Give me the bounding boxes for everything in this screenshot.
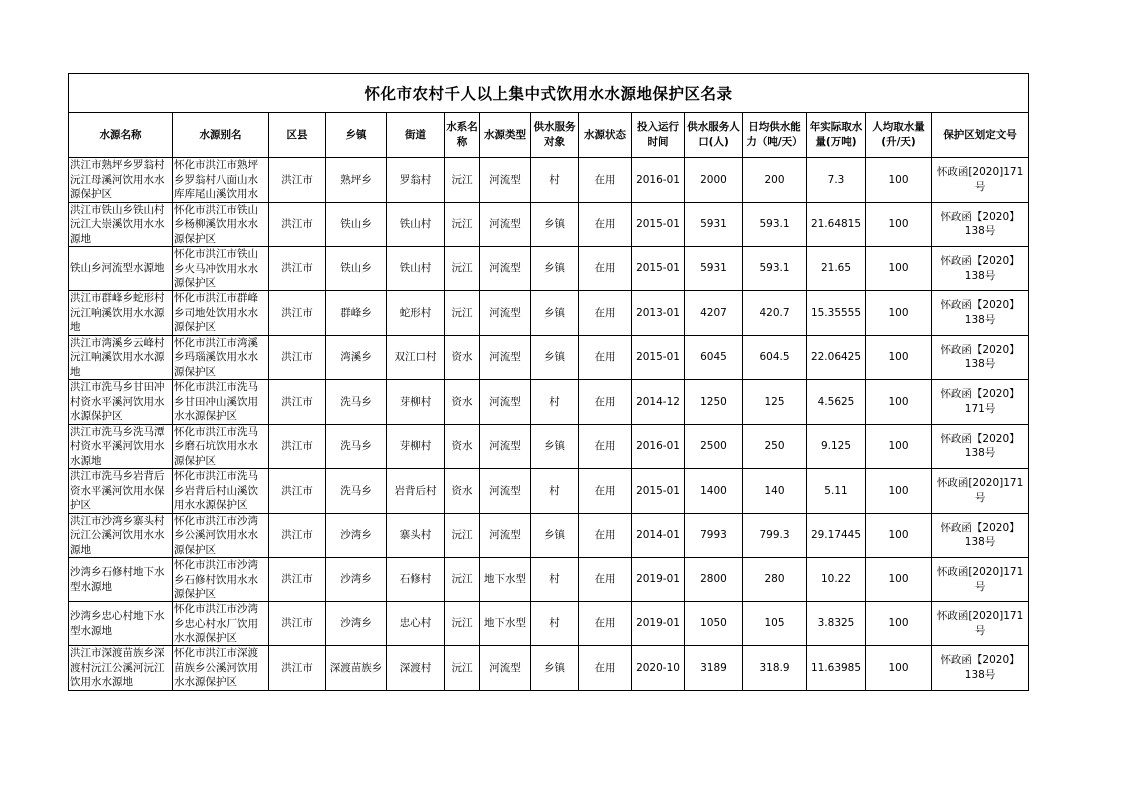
per-capita-intake-cell[interactable]: 100 [866, 424, 932, 469]
per-capita-intake-cell[interactable]: 100 [866, 202, 932, 247]
source-alias-text: 怀化市洪江市洗马乡岩背后村山溪饮用水水源保护区 [174, 470, 258, 511]
table-title: 怀化市农村千人以上集中式饮用水水源地保护区名录 [69, 74, 1029, 113]
township-cell[interactable]: 沙湾乡 [326, 513, 387, 558]
source-alias-text: 怀化市洪江市湾溪乡玛瑙溪饮用水水源保护区 [174, 336, 258, 378]
source-alias-text: 怀化市洪江市铁山乡杨柳溪饮用水水源保护区 [174, 203, 258, 245]
service-population-cell[interactable]: 5931 [685, 202, 743, 247]
street-cell[interactable]: 铁山村 [387, 202, 445, 247]
column-header: 人均取水量(升/天) [866, 113, 932, 158]
source-type-cell[interactable]: 河流型 [480, 291, 531, 336]
column-header: 保护区划定文号 [932, 113, 1029, 158]
source-name-cell[interactable]: 铁山乡河流型水源地 [69, 247, 173, 291]
per-capita-intake-cell[interactable]: 100 [866, 380, 932, 425]
per-capita-intake-cell[interactable]: 100 [866, 646, 932, 691]
street-cell[interactable]: 罗翁村 [387, 158, 445, 203]
source-name-cell[interactable]: 洪江市洗马乡岩背后资水平溪河饮用水保护区 [69, 469, 173, 514]
source-alias-cell[interactable] [173, 469, 269, 514]
start-date-cell[interactable]: 2019-01 [632, 602, 685, 646]
service-target-cell[interactable]: 乡镇 [531, 202, 579, 247]
source-status-cell[interactable]: 在用 [579, 602, 632, 646]
street-cell[interactable]: 芽柳村 [387, 380, 445, 425]
daily-capacity-cell[interactable]: 280 [743, 558, 807, 602]
service-target-cell[interactable]: 乡镇 [531, 247, 579, 291]
table-row [69, 291, 1029, 336]
table-row [69, 335, 1029, 380]
water-system-cell[interactable]: 资水 [445, 380, 480, 425]
document-number-cell[interactable]: 怀政函【2020】138号 [932, 247, 1029, 291]
annual-intake-cell[interactable]: 21.64815 [807, 202, 866, 247]
water-system-cell[interactable]: 沅江 [445, 247, 480, 291]
annual-intake-cell[interactable]: 7.3 [807, 158, 866, 203]
service-target-cell[interactable]: 村 [531, 469, 579, 514]
table-row [69, 158, 1029, 203]
street-cell[interactable]: 寨头村 [387, 513, 445, 558]
annual-intake-cell[interactable]: 22.06425 [807, 335, 866, 380]
document-number-cell[interactable]: 怀政函【2020】138号 [932, 513, 1029, 558]
water-system-cell[interactable]: 沅江 [445, 202, 480, 247]
source-type-cell[interactable]: 河流型 [480, 380, 531, 425]
start-date-cell[interactable]: 2015-01 [632, 247, 685, 291]
county-cell[interactable]: 洪江市 [269, 380, 326, 425]
column-header: 水系名称 [445, 113, 480, 158]
source-alias-cell[interactable] [173, 202, 269, 247]
column-header: 水源名称 [69, 113, 173, 158]
column-header: 年实际取水量(万吨) [807, 113, 866, 158]
document-number-cell[interactable]: 怀政函[2020]171号 [932, 158, 1029, 203]
table-row [69, 469, 1029, 514]
daily-capacity-cell[interactable]: 318.9 [743, 646, 807, 691]
source-status-cell[interactable]: 在用 [579, 513, 632, 558]
table-row [69, 602, 1029, 646]
source-alias-cell[interactable] [173, 424, 269, 469]
source-type-cell[interactable]: 河流型 [480, 202, 531, 247]
source-name-cell[interactable]: 洪江市湾溪乡云峰村沅江响溪饮用水水源地 [69, 335, 173, 380]
daily-capacity-cell[interactable]: 593.1 [743, 247, 807, 291]
source-status-cell[interactable]: 在用 [579, 291, 632, 336]
source-alias-text: 怀化市洪江市沙湾乡忠心村水厂饮用水水源保护区 [174, 603, 258, 644]
source-type-cell[interactable]: 河流型 [480, 247, 531, 291]
water-system-cell[interactable]: 沅江 [445, 602, 480, 646]
street-cell[interactable]: 蛇形村 [387, 291, 445, 336]
source-alias-cell[interactable] [173, 602, 269, 646]
source-name-cell[interactable]: 洪江市沙湾乡寨头村沅江公溪河饮用水水源地 [69, 513, 173, 558]
per-capita-intake-cell[interactable]: 100 [866, 291, 932, 336]
column-header: 投入运行时间 [632, 113, 685, 158]
source-status-cell[interactable]: 在用 [579, 424, 632, 469]
water-system-cell[interactable]: 沅江 [445, 158, 480, 203]
start-date-cell[interactable]: 2019-01 [632, 558, 685, 602]
source-type-cell[interactable]: 河流型 [480, 335, 531, 380]
service-target-cell[interactable]: 村 [531, 158, 579, 203]
township-cell[interactable]: 熟坪乡 [326, 158, 387, 203]
county-cell[interactable]: 洪江市 [269, 424, 326, 469]
column-header: 街道 [387, 113, 445, 158]
service-target-cell[interactable]: 乡镇 [531, 291, 579, 336]
service-population-cell[interactable]: 2000 [685, 158, 743, 203]
column-header: 区县 [269, 113, 326, 158]
service-population-cell[interactable]: 1400 [685, 469, 743, 514]
source-status-cell[interactable]: 在用 [579, 469, 632, 514]
start-date-cell[interactable]: 2016-01 [632, 424, 685, 469]
street-cell[interactable]: 忠心村 [387, 602, 445, 646]
column-header: 供水服务对象 [531, 113, 579, 158]
source-alias-cell[interactable] [173, 558, 269, 602]
source-name-cell[interactable]: 洪江市铁山乡铁山村沅江大崇溪饮用水水源地 [69, 202, 173, 247]
daily-capacity-cell[interactable]: 420.7 [743, 291, 807, 336]
township-cell[interactable]: 洗马乡 [326, 380, 387, 425]
document-number-cell[interactable]: 怀政函[2020]171号 [932, 469, 1029, 514]
source-name-cell[interactable]: 沙湾乡忠心村地下水型水源地 [69, 602, 173, 646]
street-cell[interactable]: 芽柳村 [387, 424, 445, 469]
source-type-cell[interactable]: 河流型 [480, 158, 531, 203]
service-population-cell[interactable]: 4207 [685, 291, 743, 336]
annual-intake-cell[interactable]: 4.5625 [807, 380, 866, 425]
service-population-cell[interactable]: 5931 [685, 247, 743, 291]
water-system-cell[interactable]: 沅江 [445, 291, 480, 336]
table-row [69, 558, 1029, 602]
county-cell[interactable]: 洪江市 [269, 602, 326, 646]
document-number-cell[interactable]: 怀政函[2020]171号 [932, 558, 1029, 602]
column-header: 水源类型 [480, 113, 531, 158]
street-cell[interactable]: 铁山村 [387, 247, 445, 291]
service-population-cell[interactable]: 3189 [685, 646, 743, 691]
daily-capacity-cell[interactable]: 200 [743, 158, 807, 203]
street-cell[interactable]: 石修村 [387, 558, 445, 602]
source-status-cell[interactable]: 在用 [579, 335, 632, 380]
service-target-cell[interactable]: 村 [531, 380, 579, 425]
document-number-cell[interactable]: 怀政函【2020】138号 [932, 202, 1029, 247]
source-name-cell[interactable]: 洪江市熟坪乡罗翁村沅江母溪河饮用水水源保护区 [69, 158, 173, 203]
street-cell[interactable]: 岩背后村 [387, 469, 445, 514]
spreadsheet-sheet [68, 73, 1028, 691]
start-date-cell[interactable]: 2016-01 [632, 158, 685, 203]
source-alias-cell[interactable] [173, 646, 269, 691]
service-target-cell[interactable]: 乡镇 [531, 424, 579, 469]
source-status-cell[interactable]: 在用 [579, 558, 632, 602]
source-status-cell[interactable]: 在用 [579, 202, 632, 247]
start-date-cell[interactable]: 2013-01 [632, 291, 685, 336]
service-population-cell[interactable]: 2800 [685, 558, 743, 602]
service-population-cell[interactable]: 1250 [685, 380, 743, 425]
service-target-cell[interactable]: 乡镇 [531, 335, 579, 380]
street-cell[interactable]: 双江口村 [387, 335, 445, 380]
township-cell[interactable]: 洗马乡 [326, 469, 387, 514]
table-body [69, 74, 1029, 691]
per-capita-intake-cell[interactable]: 100 [866, 247, 932, 291]
source-alias-text: 怀化市洪江市沙湾乡石修村饮用水水源保护区 [174, 559, 258, 600]
document-number-cell[interactable]: 怀政函【2020】138号 [932, 335, 1029, 380]
service-target-cell[interactable]: 乡镇 [531, 646, 579, 691]
start-date-cell[interactable]: 2014-12 [632, 380, 685, 425]
start-date-cell[interactable]: 2015-01 [632, 202, 685, 247]
start-date-cell[interactable]: 2014-01 [632, 513, 685, 558]
street-cell[interactable]: 深渡村 [387, 646, 445, 691]
daily-capacity-cell[interactable]: 125 [743, 380, 807, 425]
township-cell[interactable]: 洗马乡 [326, 424, 387, 469]
annual-intake-cell[interactable]: 15.35555 [807, 291, 866, 336]
daily-capacity-cell[interactable]: 140 [743, 469, 807, 514]
water-system-cell[interactable]: 资水 [445, 469, 480, 514]
daily-capacity-cell[interactable]: 604.5 [743, 335, 807, 380]
source-type-cell[interactable]: 河流型 [480, 646, 531, 691]
source-alias-text: 怀化市洪江市沙湾乡公溪河饮用水水源保护区 [174, 514, 258, 556]
table-row [69, 202, 1029, 247]
township-cell[interactable]: 铁山乡 [326, 202, 387, 247]
water-system-cell[interactable]: 资水 [445, 424, 480, 469]
county-cell[interactable]: 洪江市 [269, 558, 326, 602]
source-type-cell[interactable]: 地下水型 [480, 558, 531, 602]
source-alias-text: 怀化市洪江市群峰乡司地处饮用水水源保护区 [174, 292, 258, 333]
water-system-cell[interactable]: 资水 [445, 335, 480, 380]
township-cell[interactable]: 群峰乡 [326, 291, 387, 336]
table-row [69, 513, 1029, 558]
service-target-cell[interactable]: 乡镇 [531, 513, 579, 558]
annual-intake-cell[interactable]: 5.11 [807, 469, 866, 514]
start-date-cell[interactable]: 2020-10 [632, 646, 685, 691]
township-cell[interactable]: 沙湾乡 [326, 602, 387, 646]
county-cell[interactable]: 洪江市 [269, 513, 326, 558]
source-alias-text: 怀化市洪江市铁山乡火马冲饮用水水源保护区 [174, 248, 258, 289]
service-target-cell[interactable]: 村 [531, 602, 579, 646]
service-population-cell[interactable]: 1050 [685, 602, 743, 646]
water-source-table [68, 73, 1029, 691]
source-alias-text: 怀化市洪江市深渡苗族乡公溪河饮用水水源保护区 [174, 647, 258, 688]
source-type-cell[interactable]: 河流型 [480, 513, 531, 558]
township-cell[interactable]: 沙湾乡 [326, 558, 387, 602]
per-capita-intake-cell[interactable]: 100 [866, 558, 932, 602]
source-alias-text: 怀化市洪江市洗马乡甘田冲山溪饮用水水源保护区 [174, 381, 258, 422]
source-alias-cell[interactable] [173, 380, 269, 425]
document-number-cell[interactable]: 怀政函【2020】138号 [932, 646, 1029, 691]
service-population-cell[interactable]: 2500 [685, 424, 743, 469]
source-status-cell[interactable]: 在用 [579, 380, 632, 425]
source-alias-cell[interactable] [173, 291, 269, 336]
column-header: 乡镇 [326, 113, 387, 158]
township-cell[interactable]: 深渡苗族乡 [326, 646, 387, 691]
township-cell[interactable]: 湾溪乡 [326, 335, 387, 380]
document-number-cell[interactable]: 怀政函【2020】138号 [932, 291, 1029, 336]
per-capita-intake-cell[interactable]: 100 [866, 513, 932, 558]
source-alias-cell[interactable] [173, 247, 269, 291]
source-alias-cell[interactable] [173, 335, 269, 380]
document-number-cell[interactable]: 怀政函[2020]171号 [932, 602, 1029, 646]
start-date-cell[interactable]: 2015-01 [632, 335, 685, 380]
per-capita-intake-cell[interactable]: 100 [866, 602, 932, 646]
table-row [69, 380, 1029, 425]
source-name-cell[interactable]: 洪江市洗马乡洗马潭村资水平溪河饮用水水源地 [69, 424, 173, 469]
township-cell[interactable]: 铁山乡 [326, 247, 387, 291]
document-number-cell[interactable]: 怀政函【2020】171号 [932, 380, 1029, 425]
annual-intake-cell[interactable]: 3.8325 [807, 602, 866, 646]
county-cell[interactable]: 洪江市 [269, 158, 326, 203]
source-alias-text: 怀化市洪江市熟坪乡罗翁村八面山水库库尾山溪饮用水 [174, 159, 258, 200]
annual-intake-cell[interactable]: 21.65 [807, 247, 866, 291]
source-type-cell[interactable]: 地下水型 [480, 602, 531, 646]
table-row [69, 646, 1029, 691]
county-cell[interactable]: 洪江市 [269, 202, 326, 247]
document-number-cell[interactable]: 怀政函【2020】138号 [932, 424, 1029, 469]
service-population-cell[interactable]: 6045 [685, 335, 743, 380]
daily-capacity-cell[interactable]: 105 [743, 602, 807, 646]
county-cell[interactable]: 洪江市 [269, 469, 326, 514]
service-population-cell[interactable]: 7993 [685, 513, 743, 558]
service-target-cell[interactable]: 村 [531, 558, 579, 602]
source-alias-text: 怀化市洪江市洗马乡磨石坑饮用水水源保护区 [174, 425, 258, 467]
source-name-cell[interactable]: 洪江市群峰乡蛇形村沅江响溪饮用水水源地 [69, 291, 173, 336]
header-row [69, 113, 1029, 158]
county-cell[interactable]: 洪江市 [269, 247, 326, 291]
annual-intake-cell[interactable]: 9.125 [807, 424, 866, 469]
source-type-cell[interactable]: 河流型 [480, 424, 531, 469]
daily-capacity-cell[interactable]: 593.1 [743, 202, 807, 247]
source-type-cell[interactable]: 河流型 [480, 469, 531, 514]
annual-intake-cell[interactable]: 10.22 [807, 558, 866, 602]
county-cell[interactable]: 洪江市 [269, 291, 326, 336]
water-system-cell[interactable]: 沅江 [445, 558, 480, 602]
per-capita-intake-cell[interactable]: 100 [866, 158, 932, 203]
source-name-cell[interactable]: 洪江市深渡苗族乡深渡村沅江公溪河沅江饮用水水源地 [69, 646, 173, 691]
source-status-cell[interactable]: 在用 [579, 646, 632, 691]
source-status-cell[interactable]: 在用 [579, 158, 632, 203]
daily-capacity-cell[interactable]: 250 [743, 424, 807, 469]
water-system-cell[interactable]: 沅江 [445, 646, 480, 691]
per-capita-intake-cell[interactable]: 100 [866, 469, 932, 514]
water-system-cell[interactable]: 沅江 [445, 513, 480, 558]
table-row [69, 424, 1029, 469]
start-date-cell[interactable]: 2015-01 [632, 469, 685, 514]
annual-intake-cell[interactable]: 29.17445 [807, 513, 866, 558]
source-status-cell[interactable]: 在用 [579, 247, 632, 291]
county-cell[interactable]: 洪江市 [269, 646, 326, 691]
daily-capacity-cell[interactable]: 799.3 [743, 513, 807, 558]
annual-intake-cell[interactable]: 11.63985 [807, 646, 866, 691]
column-header: 水源别名 [173, 113, 269, 158]
source-name-cell[interactable]: 洪江市洗马乡甘田冲村资水平溪河饮用水水源保护区 [69, 380, 173, 425]
column-header: 日均供水能力（吨/天） [743, 113, 807, 158]
county-cell[interactable]: 洪江市 [269, 335, 326, 380]
per-capita-intake-cell[interactable]: 100 [866, 335, 932, 380]
source-name-cell[interactable]: 沙湾乡石修村地下水型水源地 [69, 558, 173, 602]
table-row [69, 247, 1029, 291]
source-alias-cell[interactable] [173, 158, 269, 203]
source-alias-cell[interactable] [173, 513, 269, 558]
column-header: 水源状态 [579, 113, 632, 158]
column-header: 供水服务人口(人) [685, 113, 743, 158]
